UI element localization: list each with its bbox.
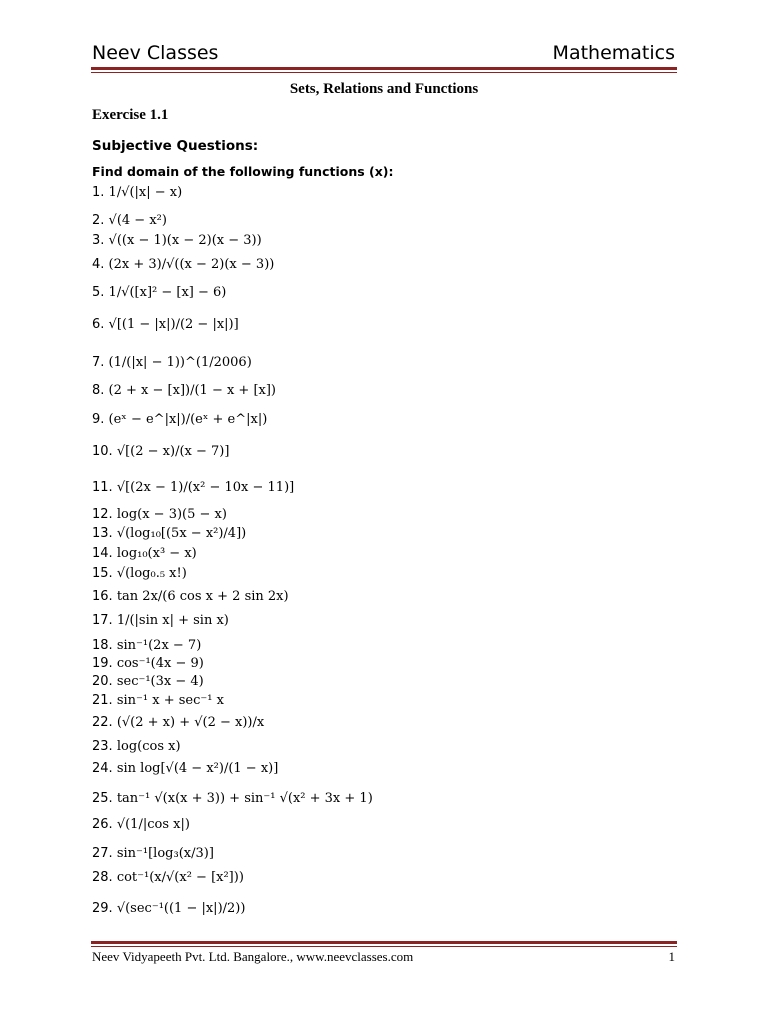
question-expression: √(log₀.₅ x!) bbox=[116, 566, 187, 581]
question-number: 26. bbox=[92, 817, 113, 832]
question-item bbox=[92, 902, 245, 916]
question-expression: (√(2 + x) + √(2 − x))/x bbox=[116, 715, 265, 730]
question-number: 25. bbox=[92, 791, 113, 806]
footer-text: Neev Vidyapeeth Pvt. Ltd. Bangalore., www.neevclasses.com bbox=[92, 949, 414, 964]
question-item bbox=[92, 657, 204, 671]
question-number: 13. bbox=[92, 526, 113, 541]
question-item bbox=[92, 547, 197, 561]
question-number: 11. bbox=[92, 480, 113, 495]
question-item bbox=[92, 716, 264, 730]
question-number: 15. bbox=[92, 566, 113, 581]
question-item bbox=[92, 792, 373, 806]
question-number: 9. bbox=[92, 412, 105, 427]
question-number: 24. bbox=[92, 761, 113, 776]
question-expression: sin⁻¹[log₃(x/3)] bbox=[116, 846, 214, 861]
question-item bbox=[92, 694, 224, 708]
header-rule-thin bbox=[91, 72, 677, 73]
question-expression: sin log[√(4 − x²)/(1 − x)] bbox=[116, 761, 279, 776]
question-item bbox=[92, 639, 201, 653]
question-expression: (2 + x − [x])/(1 − x + [x]) bbox=[108, 383, 276, 398]
question-expression: √(1/|cos x|) bbox=[116, 817, 190, 832]
question-item bbox=[92, 590, 289, 604]
question-number: 14. bbox=[92, 546, 113, 561]
page-number: 1 bbox=[668, 949, 675, 964]
question-item bbox=[92, 614, 229, 628]
question-number: 28. bbox=[92, 870, 113, 885]
question-item bbox=[92, 258, 274, 272]
question-expression: √[(2x − 1)/(x² − 10x − 11)] bbox=[116, 480, 295, 495]
question-item bbox=[92, 481, 294, 495]
exercise-heading: Exercise 1.1 bbox=[92, 107, 169, 123]
question-number: 3. bbox=[92, 233, 105, 248]
question-expression: (1/(|x| − 1))^(1/2006) bbox=[108, 355, 252, 370]
page-title: Sets, Relations and Functions bbox=[289, 81, 479, 97]
question-number: 4. bbox=[92, 257, 105, 272]
question-number: 16. bbox=[92, 589, 113, 604]
question-expression: 1/√([x]² − [x] − 6) bbox=[108, 285, 227, 300]
question-expression: log(cos x) bbox=[116, 739, 181, 754]
question-expression: log₁₀(x³ − x) bbox=[116, 546, 197, 561]
question-item bbox=[92, 508, 227, 522]
question-number: 6. bbox=[92, 317, 105, 332]
question-number: 17. bbox=[92, 613, 113, 628]
question-expression: √(sec⁻¹((1 − |x|)/2)) bbox=[116, 901, 246, 916]
question-expression: tan⁻¹ √(x(x + 3)) + sin⁻¹ √(x² + 3x + 1) bbox=[116, 791, 373, 806]
question-expression: √(4 − x²) bbox=[108, 213, 167, 228]
question-expression: √[(1 − |x|)/(2 − |x|)] bbox=[108, 317, 239, 332]
question-number: 1. bbox=[92, 185, 105, 200]
question-item bbox=[92, 318, 239, 332]
footer-rule-thick bbox=[91, 941, 677, 944]
question-number: 10. bbox=[92, 444, 113, 459]
question-number: 18. bbox=[92, 638, 113, 653]
header-right: Mathematics bbox=[552, 42, 675, 64]
question-item bbox=[92, 871, 244, 885]
question-expression: cos⁻¹(4x − 9) bbox=[116, 656, 204, 671]
question-number: 12. bbox=[92, 507, 113, 522]
question-number: 5. bbox=[92, 285, 105, 300]
question-item bbox=[92, 234, 262, 248]
question-item bbox=[92, 356, 252, 370]
question-expression: sin⁻¹ x + sec⁻¹ x bbox=[116, 693, 224, 708]
question-item bbox=[92, 818, 190, 832]
question-number: 22. bbox=[92, 715, 113, 730]
question-number: 19. bbox=[92, 656, 113, 671]
question-expression: cot⁻¹(x/√(x² − [x²])) bbox=[116, 870, 244, 885]
question-expression: √((x − 1)(x − 2)(x − 3)) bbox=[108, 233, 262, 248]
question-number: 23. bbox=[92, 739, 113, 754]
question-number: 7. bbox=[92, 355, 105, 370]
question-expression: √[(2 − x)/(x − 7)] bbox=[116, 444, 230, 459]
question-item bbox=[92, 286, 226, 300]
subtitle: Subjective Questions: bbox=[92, 138, 259, 154]
question-expression: √(log₁₀[(5x − x²)/4]) bbox=[116, 526, 247, 541]
question-item bbox=[92, 214, 167, 228]
question-item bbox=[92, 675, 204, 689]
question-number: 8. bbox=[92, 383, 105, 398]
question-item bbox=[92, 384, 276, 398]
question-expression: tan 2x/(6 cos x + 2 sin 2x) bbox=[116, 589, 289, 604]
question-item bbox=[92, 762, 278, 776]
question-item bbox=[92, 740, 181, 754]
question-number: 20. bbox=[92, 674, 113, 689]
header-rule-thick bbox=[91, 67, 677, 70]
question-item bbox=[92, 445, 229, 459]
question-item bbox=[92, 567, 187, 581]
question-number: 21. bbox=[92, 693, 113, 708]
question-item bbox=[92, 186, 182, 200]
question-expression: (eˣ − e^|x|)/(eˣ + e^|x|) bbox=[108, 412, 268, 427]
question-expression: log(x − 3)(5 − x) bbox=[116, 507, 227, 522]
question-number: 2. bbox=[92, 213, 105, 228]
header-left: Neev Classes bbox=[92, 42, 219, 64]
question-expression: sec⁻¹(3x − 4) bbox=[116, 674, 204, 689]
question-item bbox=[92, 413, 267, 427]
question-item bbox=[92, 847, 214, 861]
question-number: 27. bbox=[92, 846, 113, 861]
question-expression: 1/√(|x| − x) bbox=[108, 185, 183, 200]
question-expression: sin⁻¹(2x − 7) bbox=[116, 638, 202, 653]
question-expression: (2x + 3)/√((x − 2)(x − 3)) bbox=[108, 257, 275, 272]
question-expression: 1/(|sin x| + sin x) bbox=[116, 613, 229, 628]
question-item bbox=[92, 527, 246, 541]
question-number: 29. bbox=[92, 901, 113, 916]
instruction: Find domain of the following functions (x): bbox=[92, 164, 394, 179]
footer-rule-thin bbox=[91, 946, 677, 947]
